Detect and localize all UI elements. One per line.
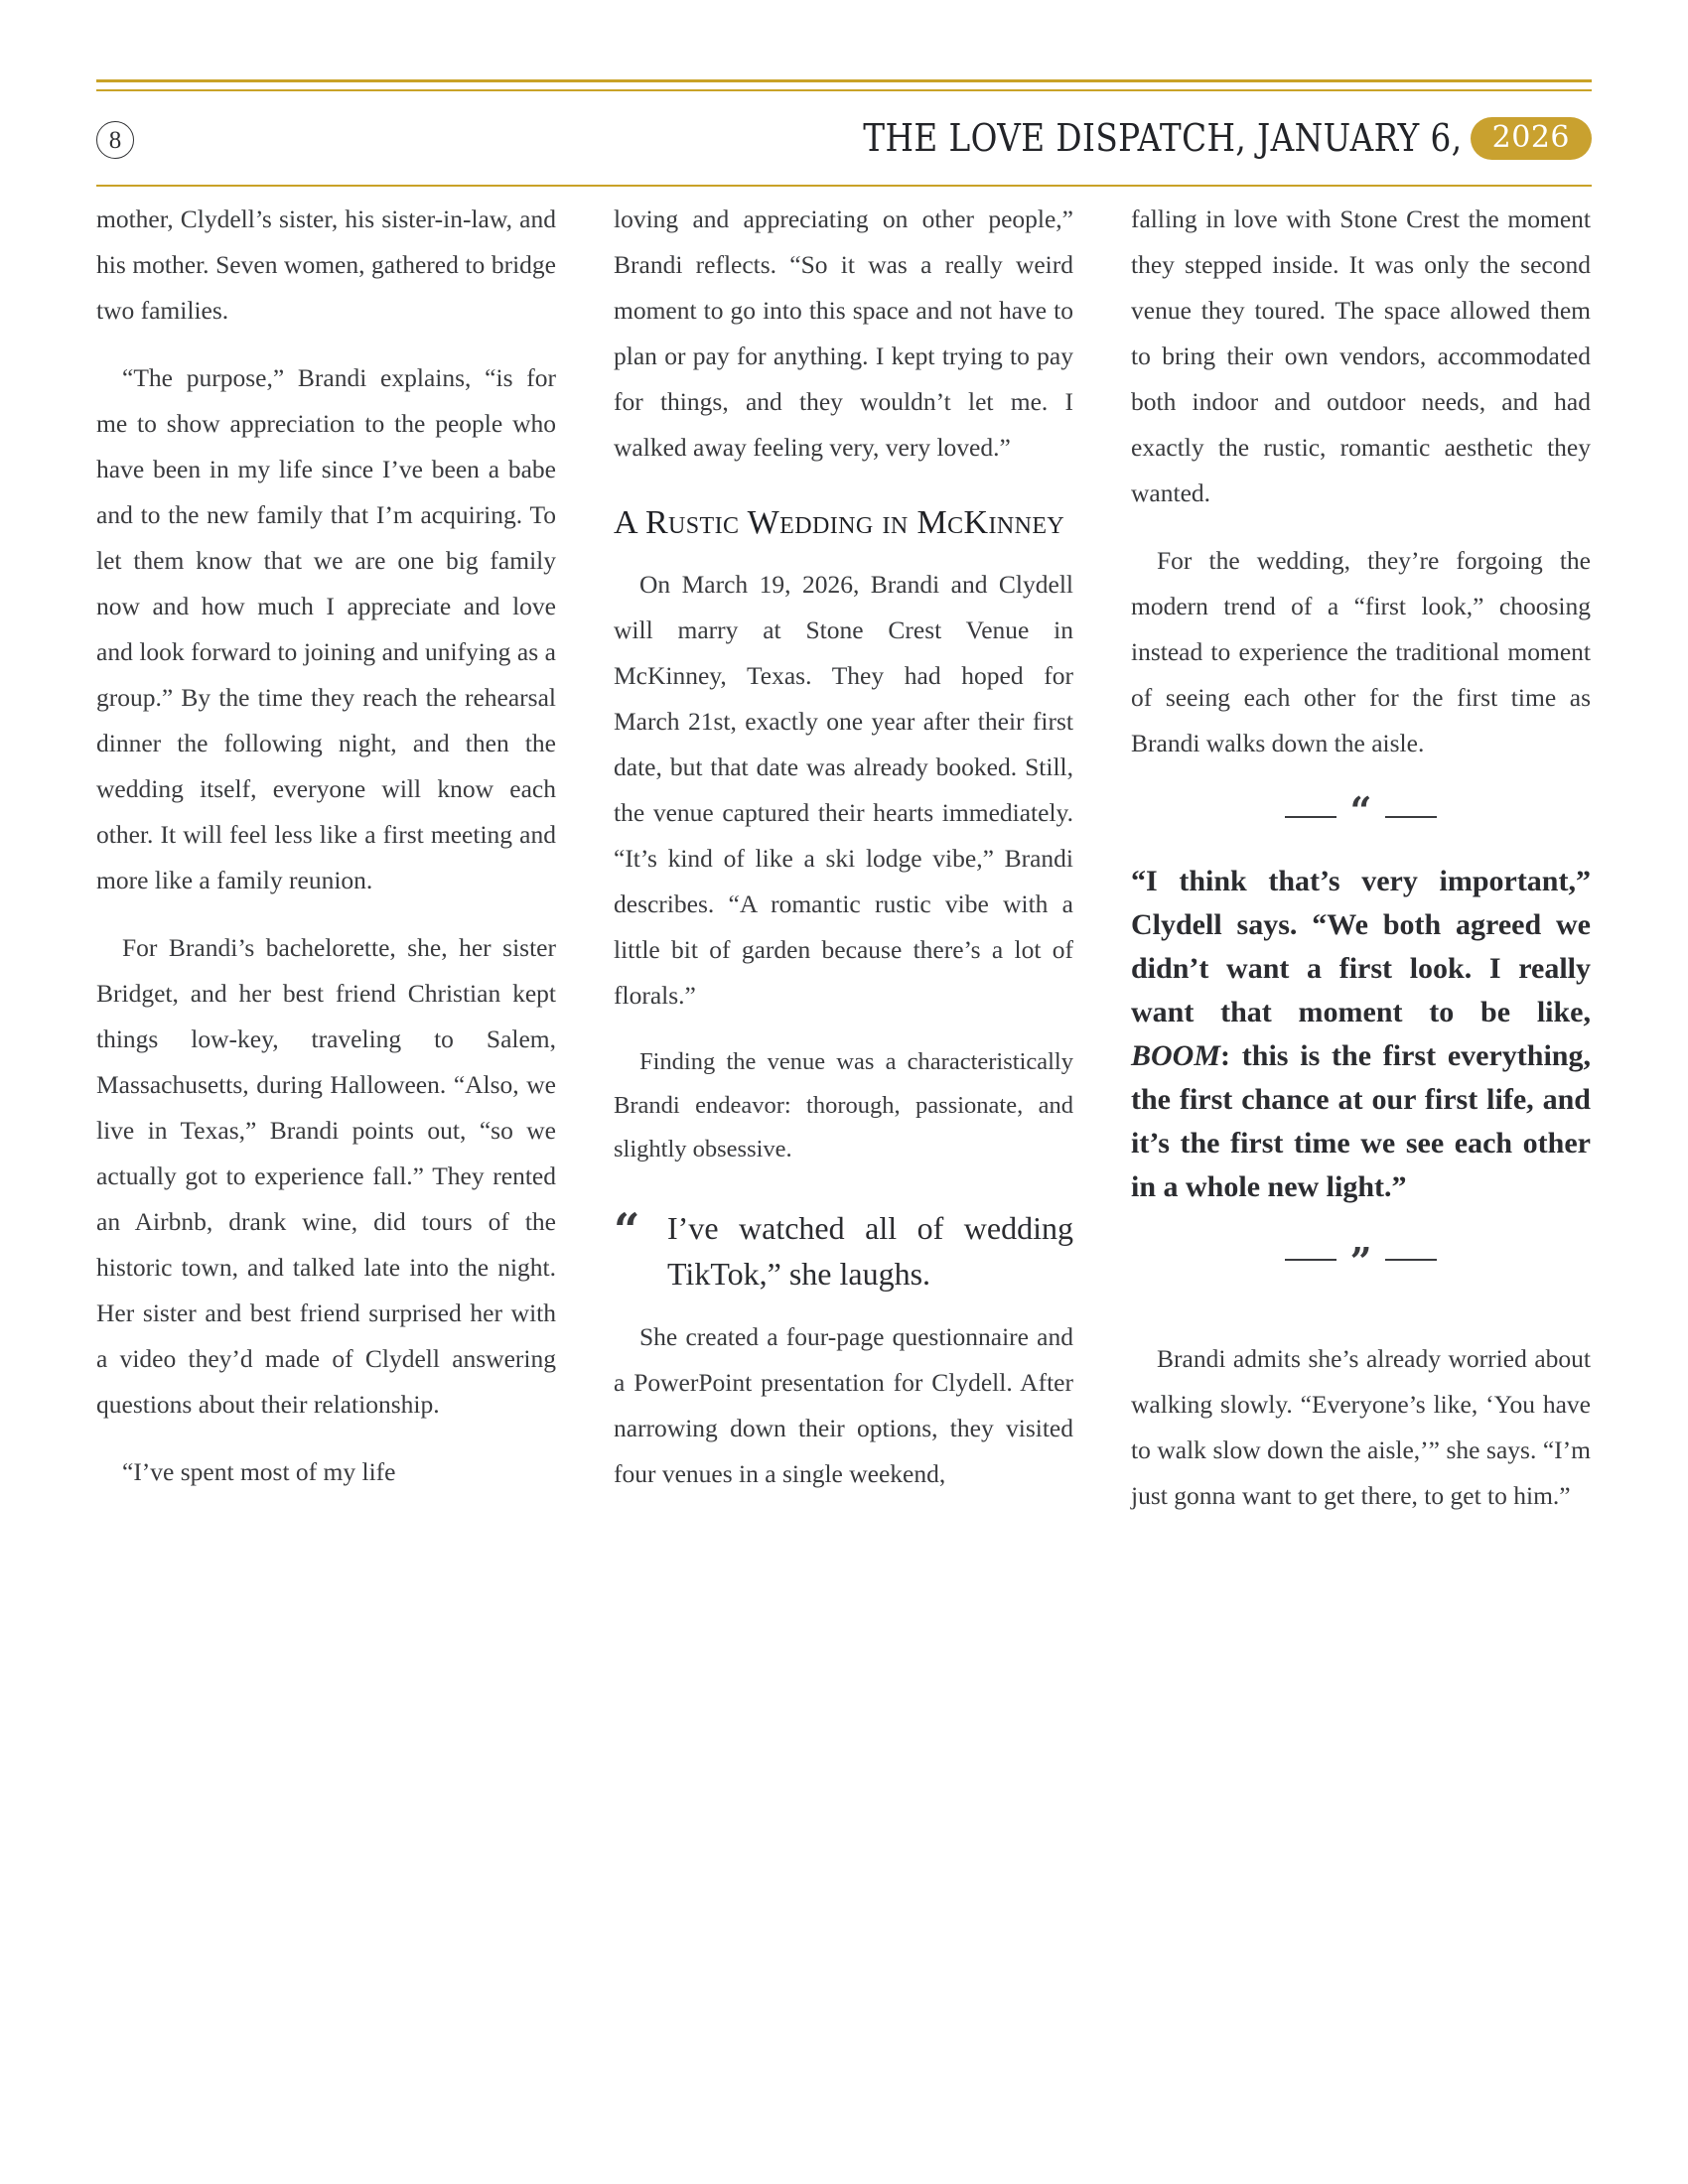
masthead-rule-gap (96, 82, 1592, 89)
column-right (1131, 197, 1591, 2142)
paragraph: For Brandi’s bachelorette, she, her sister Bridget, and her best friend Christian kept things low-key, traveling to Salem, Massachusetts, during Halloween. “Also, we live in Texas,” Brandi points out, “so we actually got to experience fall.” They rented an Airbnb, drank wine, did tours of the historic town, and talked late into the night. Her sister and best friend surprised her with a video they’d made of Clydell answering questions about their relationship. (96, 933, 556, 1419)
blockquote-divider-close (1131, 1239, 1591, 1284)
column-left (96, 197, 556, 2142)
section-heading: A Rustic Wedding in McKinney (614, 504, 1065, 541)
paragraph: On March 19, 2026, Brandi and Clydell will marry at Stone Crest Venue in McKinney, Texas. They had hoped for March 21st, exactly one year after their first date, but that date was already booked. Still, the venue captured their hearts immediately. “It’s kind of like a ski lodge vibe,” Brandi describes. “A romantic rustic vibe with a little bit of garden because there’s a lot of florals.” (614, 570, 1073, 1010)
paragraph: Finding the venue was a characteristically Brandi endeavor: thorough, passionate, and slightly obsessive. (614, 1048, 1073, 1162)
masthead (96, 107, 1592, 169)
pull-quote-heading (614, 1205, 1073, 1297)
spacer (1131, 1302, 1591, 1336)
paragraph: “I’ve spent most of my life (122, 1457, 396, 1486)
paragraph: mother, Clydell’s sister, his sister-in-law, and his mother. Seven women, gathered to bridge two families. (96, 205, 556, 325)
quote-open-icon: “ (1349, 788, 1372, 833)
paragraph: For the wedding, they’re forgoing the modern trend of a “first look,” choosing instead to experience the traditional moment of seeing each other for the first time as Brandi walks down the aisle. (1131, 546, 1591, 757)
paragraph: loving and appreciating on other people,” Brandi reflects. “So it was a really weird moment to go into this space and not have to plan or pay for anything. I kept trying to pay for things, and they wouldn’t let me. I walked away feeling very, very loved.” (614, 205, 1073, 462)
paragraph: “The purpose,” Brandi explains, “is for me to show appreciation to the people who have been in my life since I’ve been a babe and to the new family that I’m acquiring. To let them know that we are one big family now and how much I appreciate and love and look forward to joining and unifying as a group.” By the time they reach the rehearsal dinner the following night, and then the wedding itself, everyone will know each other. It will feel less like a first meeting and more like a family reunion. (96, 363, 556, 894)
paragraph: She created a four-page questionnaire and a PowerPoint presentation for Clydell. After narrowing down their options, they visited four venues in a single weekend, (614, 1322, 1073, 1488)
divider-rule-right (1385, 816, 1437, 818)
divider-rule-right (1385, 1259, 1437, 1261)
publication-title: THE LOVE DISPATCH, JANUARY 6, (863, 116, 1463, 160)
blockquote-part-1: “I think that’s very important,” Clydell says. “We both agreed we didn’t want a first look. I really want that moment to be like, (1131, 865, 1591, 1028)
masthead-bottom-rule (96, 185, 1592, 187)
page-number-badge: 8 (96, 121, 134, 159)
blockquote-divider-open (1131, 788, 1591, 834)
masthead-rule-thin (96, 89, 1592, 91)
year-badge: 2026 (1471, 117, 1592, 160)
blockquote-part-2: : this is the first everything, the first chance at our first life, and it’s the first time we see each other in a whole new light.” (1131, 1039, 1591, 1203)
quote-close-icon: ” (1349, 1239, 1372, 1284)
blockquote (1131, 860, 1591, 1209)
quote-open-icon: “ (614, 1203, 640, 1257)
article-columns (96, 197, 1592, 2142)
pull-quote-heading-text: I’ve watched all of wedding TikTok,” she laughs. (667, 1210, 1073, 1292)
divider-rule-left (1285, 816, 1336, 818)
column-middle (614, 197, 1073, 2142)
masthead-top-rules (96, 79, 1592, 91)
divider-rule-left (1285, 1259, 1336, 1261)
paragraph: falling in love with Stone Crest the moment they stepped inside. It was only the second venue they toured. The space allowed them to bring their own vendors, accommodated both indoor and outdoor needs, and had exactly the rustic, romantic aesthetic they wanted. (1131, 205, 1591, 507)
paragraph: Brandi admits she’s already worried about walking slowly. “Everyone’s like, ‘You have to walk slow down the aisle,’” she says. “I’m just gonna want to get there, to get to him.” (1131, 1344, 1591, 1510)
blockquote-emphasis: BOOM (1131, 1039, 1221, 1072)
masthead-title-group (766, 107, 1592, 169)
